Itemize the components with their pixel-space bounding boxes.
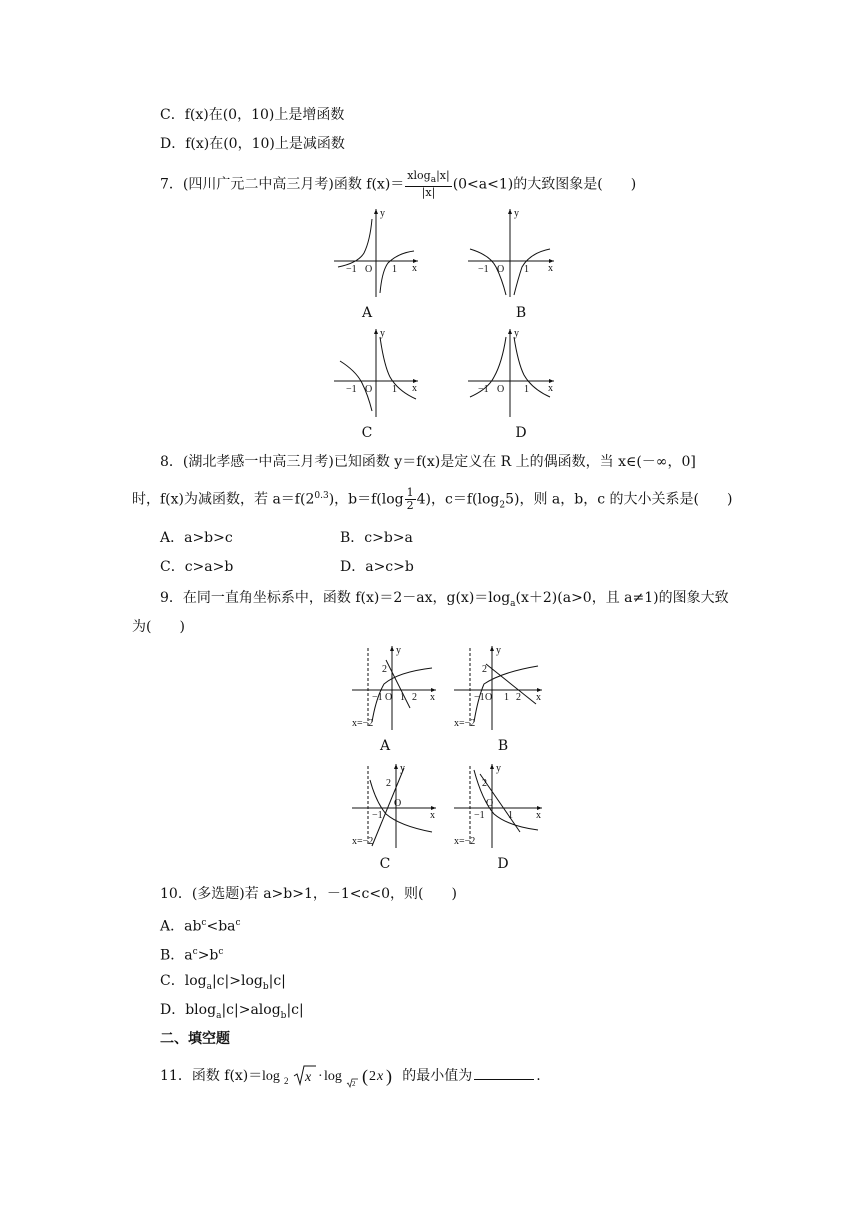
q8-line-2 [132,486,732,515]
svg-text:y: y [514,328,519,339]
svg-text:1: 1 [504,692,509,703]
svg-text:−1: −1 [372,692,383,703]
svg-text:x: x [412,263,417,274]
svg-text:x: x [412,383,417,394]
q7-graph-a [332,205,422,300]
q9-l1-b: (x＋2)(a>0，且 a≠1)的图象大致 [515,590,729,606]
q6-option-d: D．f(x)在(0，10)上是减函数 [160,136,345,152]
svg-text:−1: −1 [474,692,485,703]
q8-l2-sub: 2 [499,500,506,511]
section-heading-fill-in: 二、填空题 [160,1031,230,1047]
svg-text:2: 2 [482,778,487,789]
q9-graph-c [350,760,440,852]
svg-text:O: O [497,264,505,275]
svg-text:x: x [430,810,435,821]
q10c-s1: a [206,981,212,992]
q10a-e1: c [201,918,207,928]
q8-option-b: B．c>b>a [340,530,413,546]
svg-text:2: 2 [352,1080,356,1088]
svg-text:y: y [514,208,519,219]
q7-frac-num-sub: a [430,175,437,186]
q10-option-b [160,942,223,966]
q9-line-2: 为( ) [132,619,185,635]
svg-text:O: O [485,692,493,703]
q7-stem [160,170,636,199]
q9-graph-d [452,760,546,852]
q11-post: 的最小值为 [402,1068,473,1084]
q8-l2-c: 4)，c＝f(log [416,491,500,508]
q10c-s2: b [262,981,269,992]
svg-text:2: 2 [516,692,521,703]
q10a-e2: c [235,918,241,928]
svg-text:2: 2 [369,1069,377,1084]
svg-text:): ) [386,1066,393,1086]
svg-text:x: x [377,1069,384,1084]
q10b-e2: c [218,947,224,957]
svg-text:−1: −1 [478,384,489,395]
svg-text:1: 1 [392,264,397,275]
q10-option-a [160,913,241,937]
q7-stem-post: (0<a<1)的大致图象是( ) [452,176,637,193]
svg-text:−1: −1 [474,810,485,821]
q10d-mid: |c|>alog [221,1002,281,1018]
q7-stem-pre: 7．(四川广元二中高三月考)函数 f(x)＝ [160,176,405,193]
svg-text:·: · [318,1069,323,1084]
q9-label-a: A [379,738,391,754]
q8-option-c: C．c>a>b [160,559,234,575]
q11-stem [160,1063,541,1089]
svg-text:1: 1 [508,810,513,821]
svg-text:2: 2 [284,1076,289,1086]
q7-frac-num-post: |x| [436,169,450,182]
q7-label-c: C [361,425,373,441]
q9c-asym-label: x=−2 [352,836,374,847]
svg-text:2: 2 [382,664,387,675]
svg-text:log: log [324,1069,343,1084]
svg-text:x: x [430,692,435,703]
svg-text:−1: −1 [478,264,489,275]
q9-graph-a [350,642,440,734]
q7-graph-d [466,325,558,420]
q7-fraction [405,170,451,199]
q10b-e1: c [192,947,198,957]
svg-text:O: O [385,692,393,703]
q7-frac-num: xlog [407,169,431,182]
svg-text:−1: −1 [372,810,383,821]
q11-formula [262,1063,402,1089]
q9-label-c: C [379,856,391,872]
svg-text:(: ( [362,1066,369,1086]
q10d-s1: a [216,1010,222,1021]
svg-text:1: 1 [392,384,397,395]
svg-text:x: x [548,263,553,274]
q8-l2-b: )，b＝f(log [328,491,404,508]
q7-graph-b [466,205,558,300]
svg-text:2: 2 [412,692,417,703]
q11-pre: 11．函数 f(x)＝ [160,1068,263,1084]
q9-l1-sub: a [510,598,516,609]
q8-line-1: 8．(湖北孝感一中高三月考)已知函数 y＝f(x)是定义在 R 上的偶函数，当 x∈(－∞，0] [160,454,696,470]
q9-label-d: D [497,856,509,872]
q6-option-c: C．f(x)在(0，10)上是增函数 [160,107,345,123]
svg-text:y: y [496,763,501,774]
svg-text:y: y [396,645,401,656]
q7-graph-c [332,325,422,420]
svg-text:−1: −1 [346,384,357,395]
svg-text:y: y [380,328,385,339]
q10d-pre: D．blog [160,1002,217,1018]
q9a-asym-label: x=−2 [352,718,374,729]
svg-text:−1: −1 [346,264,357,275]
svg-text:x: x [548,383,553,394]
q10c-post: |c| [268,973,286,989]
q8-option-d: D．a>c>b [340,559,414,575]
q8-option-a: A．a>b>c [160,530,233,546]
q10b-pre: B．a [160,947,193,964]
q10-stem: 10．(多选题)若 a>b>1，－1<c<0，则( ) [160,886,457,902]
q10b-mid: >b [197,947,219,964]
q10a-pre: A．ab [160,918,202,935]
q10d-s2: b [280,1010,287,1021]
q10d-post: |c| [286,1002,304,1018]
svg-text:2: 2 [482,664,487,675]
q9-graph-b [452,642,546,734]
svg-text:y: y [400,763,405,774]
q7-frac-den: |x| [421,186,436,200]
svg-text:O: O [365,384,373,395]
svg-text:O: O [365,264,373,275]
q9-line-1 [160,588,729,614]
q10c-pre: C．log [160,973,207,989]
svg-text:1: 1 [400,692,405,703]
svg-text:1: 1 [524,384,529,395]
q9d-asym-label: x=−2 [454,836,476,847]
q8-frac-den: 2 [406,499,414,513]
svg-text:x: x [536,692,541,703]
q7-label-a: A [361,305,373,321]
q10-option-d [160,1000,304,1026]
q8-l2-d: 5)，则 a，b，c 的大小关系是( ) [505,491,733,508]
svg-text:y: y [380,208,385,219]
q10-option-c [160,971,286,997]
q9b-asym-label: x=−2 [454,718,476,729]
svg-text:log: log [262,1069,281,1084]
q7-label-b: B [515,305,527,321]
svg-text:x: x [305,1070,312,1085]
svg-text:O: O [497,384,505,395]
q9-label-b: B [497,738,509,754]
svg-text:2: 2 [386,778,391,789]
q8-fraction [405,487,416,512]
q11-end: . [536,1068,541,1084]
q8-frac-num: 1 [406,486,414,500]
q11-answer-blank [474,1065,534,1080]
q9-l1-a: 9．在同一直角坐标系中，函数 f(x)＝2－ax，g(x)＝log [160,590,511,606]
q10a-mid: <ba [206,918,236,935]
svg-text:y: y [496,645,501,656]
svg-text:x: x [536,810,541,821]
q8-l2-a: 时，f(x)为减函数，若 a＝f(2 [132,491,315,508]
svg-text:O: O [394,798,402,809]
svg-text:1: 1 [524,264,529,275]
svg-text:O: O [486,798,494,809]
q8-l2-exp: 0.3 [314,491,329,501]
q10c-mid: |c|>log [211,973,263,989]
q7-label-d: D [515,425,527,441]
